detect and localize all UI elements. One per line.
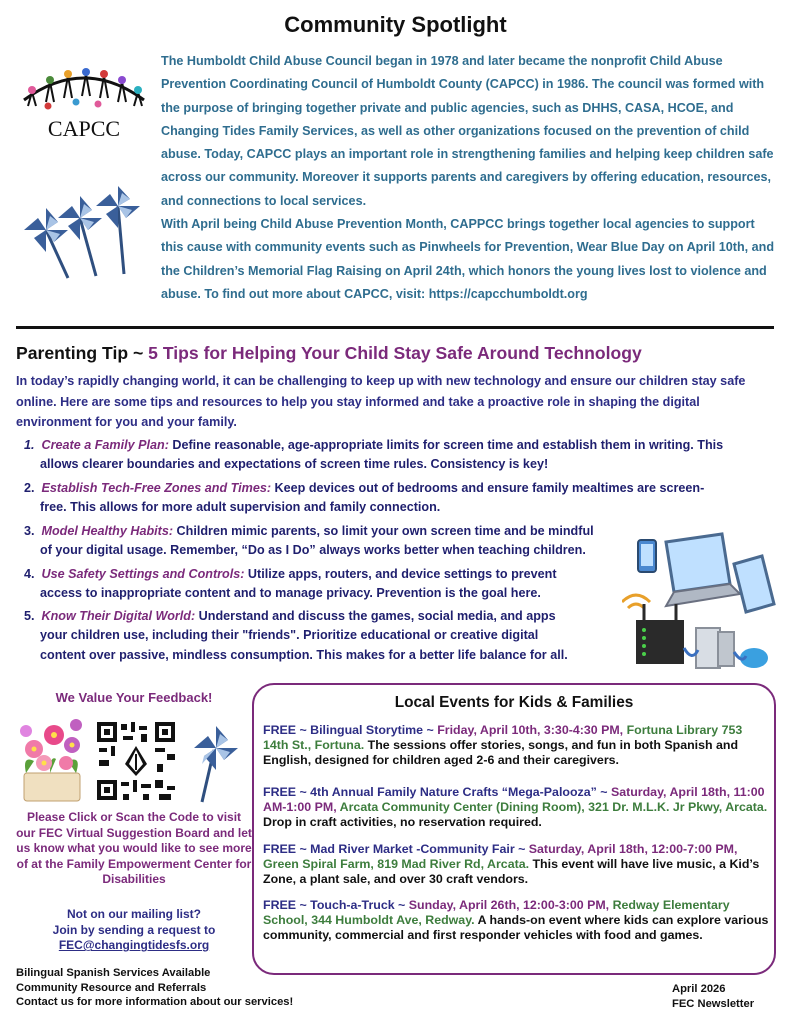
event-item: FREE ~ Bilingual Storytime ~ Friday, April 10th, 3:30-4:30 PM, Fortuna Library 753 14th St., Fortuna. The sessions offer stories, songs, and fun in both Spanish and English, designed for children aged 2-6 and their caregivers. [263,723,743,767]
tip-item: 1. Create a Family Plan: Define reasonable, age-appropriate limits for screen time and establish them in writing. This allows clearer boundaries and expectations of screen time rules. Consistency is key! [24,438,724,472]
logo-text: CAPCC [47,116,121,141]
email-link[interactable]: FEC@changingtidesfs.org [58,938,210,953]
event-item: FREE ~ Mad River Market -Community Fair ~ Saturday, April 18th, 12:00-7:00 PM, Green Spiral Farm, 819 Mad River Rd, Arcata. This event will have live music, a Kid’s Zone, a plant sale, and over 30 craft vendors. [263,842,760,886]
feedback-text: Please Click or Scan the Code to visit our FEC Virtual Suggestion Board and let us know what you would like to see more of at the Family Empowerment Center for Disabilities [16,810,252,887]
pinwheels-icon [20,186,150,282]
capcc-logo [14,62,154,142]
mailing-list-text: Not on our mailing list? Join by sending a request to FEC@changingtidesfs.org [16,907,252,954]
event-item: FREE ~ Touch-a-Truck ~ Sunday, April 26th, 12:00-3:00 PM, Redway Elementary School, 344 Humboldt Ave, Redway. A hands-on event where kids can explore various community, commercial and first responder vehicles with food and games. [263,898,769,942]
tip-item: 3. Model Healthy Habits: Children mimic parents, so limit your own screen time and be mindful of your digital usage. Remember, “Do as I Do” always works better when teaching children. [24,524,594,558]
event-item: FREE ~ 4th Annual Family Nature Crafts “Mega-Palooza” ~ Saturday, April 18th, 11:00 AM-1:00 PM, Arcata Community Center (Dining Room), 321 Dr. M.L.K. Jr Pkwy, Arcata. Drop in craft activities, no reservation required. [263,785,768,829]
tip-item: 2. Establish Tech-Free Zones and Times: Keep devices out of bedrooms and ensure family mealtimes are screen- free. This allows for more adult supervision and family connection. [24,481,705,515]
spotlight-text [161,50,779,306]
footer-services: Bilingual Spanish Services Available Community Resource and Referrals Contact us for more information about our services! [16,967,294,1009]
qr-code-icon[interactable] [95,720,177,802]
parenting-intro: In today’s rapidly changing world, it can be challenging to keep up with new technology and ensure our children stay safe online. Here are some tips and resources to help you stay informed and take a proactive role in shaping the digital environment for you and your family. [16,374,746,429]
tip-item: 5. Know Their Digital World: Understand and discuss the games, social media, and apps your children use, including their "friends". Prioritize educational or creative digital content over passive, mindless consumption. This makes for a better life balance for all. [24,609,568,662]
parenting-tip-heading [16,343,642,364]
tip-item: 4. Use Safety Settings and Controls: Utilize apps, routers, and device settings to prevent access to inappropriate content and to manage privacy. Prevention is the goal here. [24,567,557,601]
section-divider [16,326,774,329]
flowers-icon [16,715,86,803]
spotlight-paragraph-1: The Humboldt Child Abuse Council began in 1978 and later became the nonprofit Child Abuse Prevention Coordinating Council of Humboldt County (CAPCC) in 1986. The council was formed with the purpose of bringing together private and public agencies, such as DHHS, CASA, HCOE, and Changing Tides Family Services, as well as other organizations focused on the prevention of child abuse. Today, CAPCC plays an important role in strengthening families and helping keep children safe across our community. Moreover it supports parents and caregivers by offering education, resources, and connections to local services. [161,54,774,208]
parenting-tip-label: Parenting Tip ~ [16,343,149,363]
footer-issue: April 2026 FEC Newsletter [672,983,755,1010]
parenting-tip-title: 5 Tips for Helping Your Child Stay Safe Around Technology [148,343,642,363]
pinwheel-icon [192,724,240,804]
feedback-title: We Value Your Feedback! [55,690,213,705]
spotlight-paragraph-2: With April being Child Abuse Prevention Month, CAPPCC brings together local agencies to support this cause with community events such as Pinwheels for Prevention, Wear Blue Day on April 10th, and the Children’s Memorial Flag Raising on April 24th, which honors the young lives lost to violence and abuse. To find out more about CAPCC, visit: https://capcchumboldt.org [161,217,775,301]
page-title: Community Spotlight [284,12,507,37]
devices-icon [622,532,780,682]
events-box [252,683,776,975]
events-title: Local Events for Kids & Families [394,694,634,711]
